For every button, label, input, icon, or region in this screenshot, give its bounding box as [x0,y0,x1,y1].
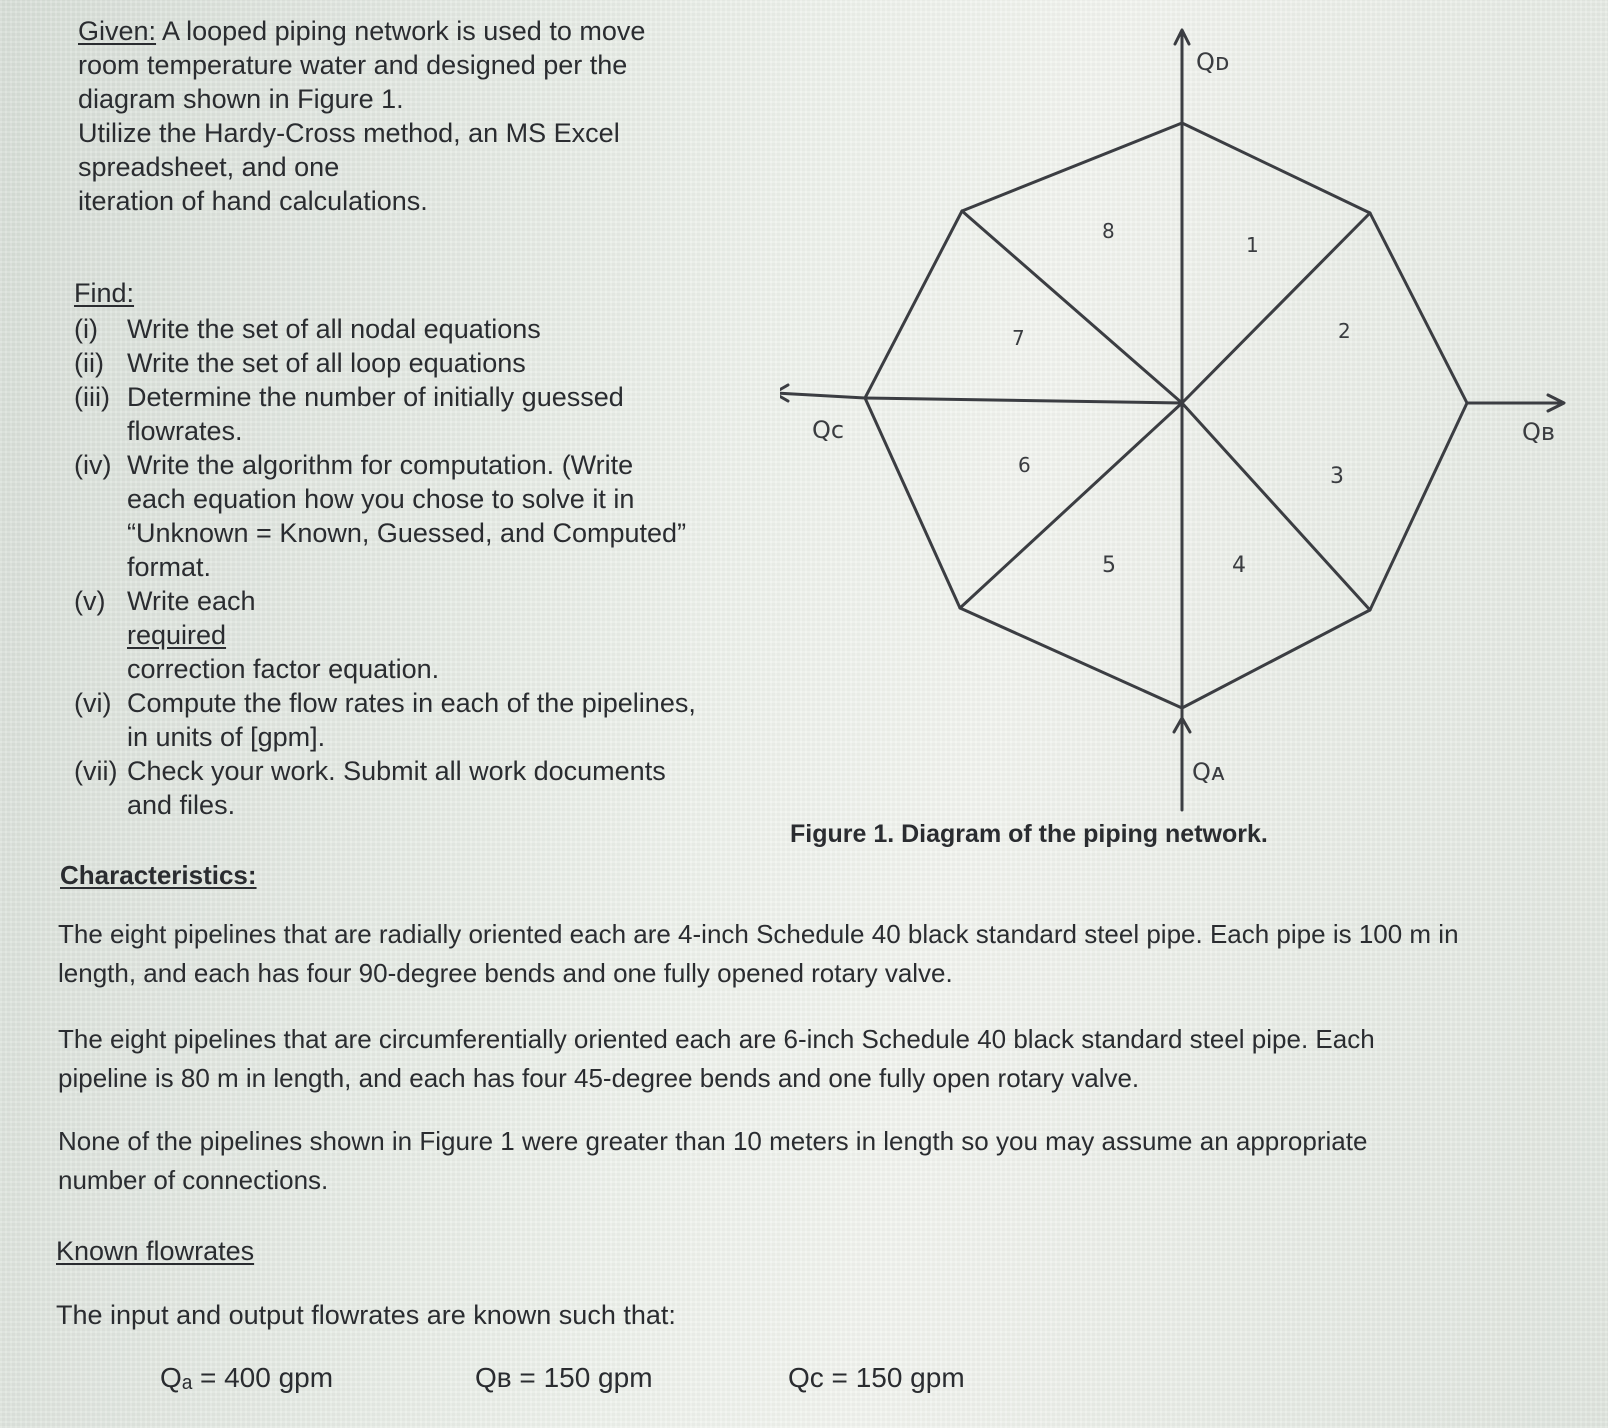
label-qa: Qᴀ [1192,758,1226,786]
p2-line-1: The eight pipelines that are circumferentially oriented each are 6-inch Schedule 40 black standard steel pipe. Each [58,1024,1375,1054]
find-item-7-line-2: and files. [127,790,236,820]
given-line-2: room temperature water and designed per the [78,50,628,80]
given-line-4: Utilize the Hardy-Cross method, an MS Excel [78,118,620,148]
find-item-6-line-1: Compute the flow rates in each of the pipelines, [127,688,696,718]
figure-caption: Figure 1. Diagram of the piping network. [790,820,1268,848]
radial-pipe-3 [1182,403,1370,610]
pipe-label-7: 7 [1012,326,1025,350]
pipe-label-3: 3 [1330,464,1344,489]
find-item-7-line-1: Check your work. Submit all work documents [127,756,666,786]
find-item-5-required: required [127,620,227,650]
given-line-1-text: A looped piping network is used to move [156,16,646,46]
given-line-6: iteration of hand calculations. [78,186,428,216]
given-line-3: diagram shown in Figure 1. [78,84,404,114]
find-item-6-number: (vi) [74,688,112,718]
label-qc: Qc [812,416,845,444]
radial-pipe-7 [962,211,1182,403]
pipe-label-8: 8 [1102,219,1115,243]
p1-line-2: length, and each has four 90-degree bends and one fully opened rotary valve. [58,958,953,988]
piping-network-svg [780,20,1590,820]
find-item-2-line-1: Write the set of all loop equations [127,348,526,378]
find-item-2 [74,346,754,380]
find-item-4-line-2: each equation how you chose to solve it in [127,484,635,514]
find-item-4-number: (iv) [74,450,112,480]
flowrate-qb: Qʙ = 150 gpm [475,1362,653,1393]
characteristics-paragraph-1 [58,915,1459,993]
pipe-label-1: 1 [1246,233,1259,257]
find-item-5-number: (v) [74,586,106,616]
find-item-5-post: correction factor equation. [127,654,440,684]
piping-network-diagram [780,20,1590,820]
find-item-2-number: (ii) [74,348,104,378]
find-item-4-line-3: “Unknown = Known, Guessed, and Computed” [127,518,687,548]
pipe-label-5: 5 [1102,553,1116,578]
find-item-5 [74,584,754,686]
find-item-6-line-2: in units of [gpm]. [127,722,326,752]
find-item-3-line-2: flowrates. [127,416,243,446]
find-item-7-number: (vii) [74,756,118,786]
find-item-4-line-1: Write the algorithm for computation. (Write [127,450,634,480]
find-item-3 [74,380,754,448]
find-item-1-number: (i) [74,314,98,344]
label-qb: Qʙ [1522,418,1555,446]
flowrate-qc: Qc = 150 gpm [788,1362,965,1393]
radial-pipe-6 [865,398,1182,403]
given-section [78,14,738,218]
find-item-5-line-1 [127,584,439,686]
find-label: Find: [74,278,135,308]
flow-line-qc [780,393,865,398]
given-label: Given: [78,16,157,46]
circumferential-pipes [865,123,1467,708]
find-item-4 [74,448,754,584]
find-item-3-number: (iii) [74,382,110,412]
p2-line-2: pipeline is 80 m in length, and each has four 45-degree bends and one fully open rotary valve. [58,1063,1140,1093]
given-line-1 [78,14,738,48]
known-flowrates-intro: The input and output flowrates are known such that: [56,1300,676,1330]
find-item-1-line-1: Write the set of all nodal equations [127,314,541,344]
flowrate-qa: Qₐ = 400 gpm [160,1362,334,1393]
find-item-6 [74,686,754,754]
pipe-label-4: 4 [1232,553,1246,578]
find-item-3-line-1: Determine the number of initially guessed [127,382,624,412]
p3-line-2: number of connections. [58,1165,329,1195]
characteristics-heading: Characteristics: [60,860,257,890]
characteristics-paragraph-2 [58,1020,1375,1098]
p3-line-1: None of the pipelines shown in Figure 1 were greater than 10 meters in length so you may assume an appropriate [58,1126,1368,1156]
given-line-5: spreadsheet, and one [78,152,340,182]
known-flowrates-heading: Known flowrates [56,1236,255,1266]
find-item-7 [74,754,754,822]
pipe-label-2: 2 [1338,319,1351,343]
label-qd: Qᴅ [1196,48,1230,76]
p1-line-1: The eight pipelines that are radially oriented each are 4-inch Schedule 40 black standard steel pipe. Each pipe is 100 m in [58,919,1459,949]
radial-pipe-5 [960,403,1182,608]
find-item-4-line-4: format. [127,552,212,582]
radial-pipe-2 [1182,213,1370,403]
pipe-label-6: 6 [1018,453,1031,477]
find-item-1 [74,312,754,346]
find-section [74,276,754,822]
characteristics-paragraph-3 [58,1122,1367,1200]
find-item-5-pre: Write each [127,586,256,616]
